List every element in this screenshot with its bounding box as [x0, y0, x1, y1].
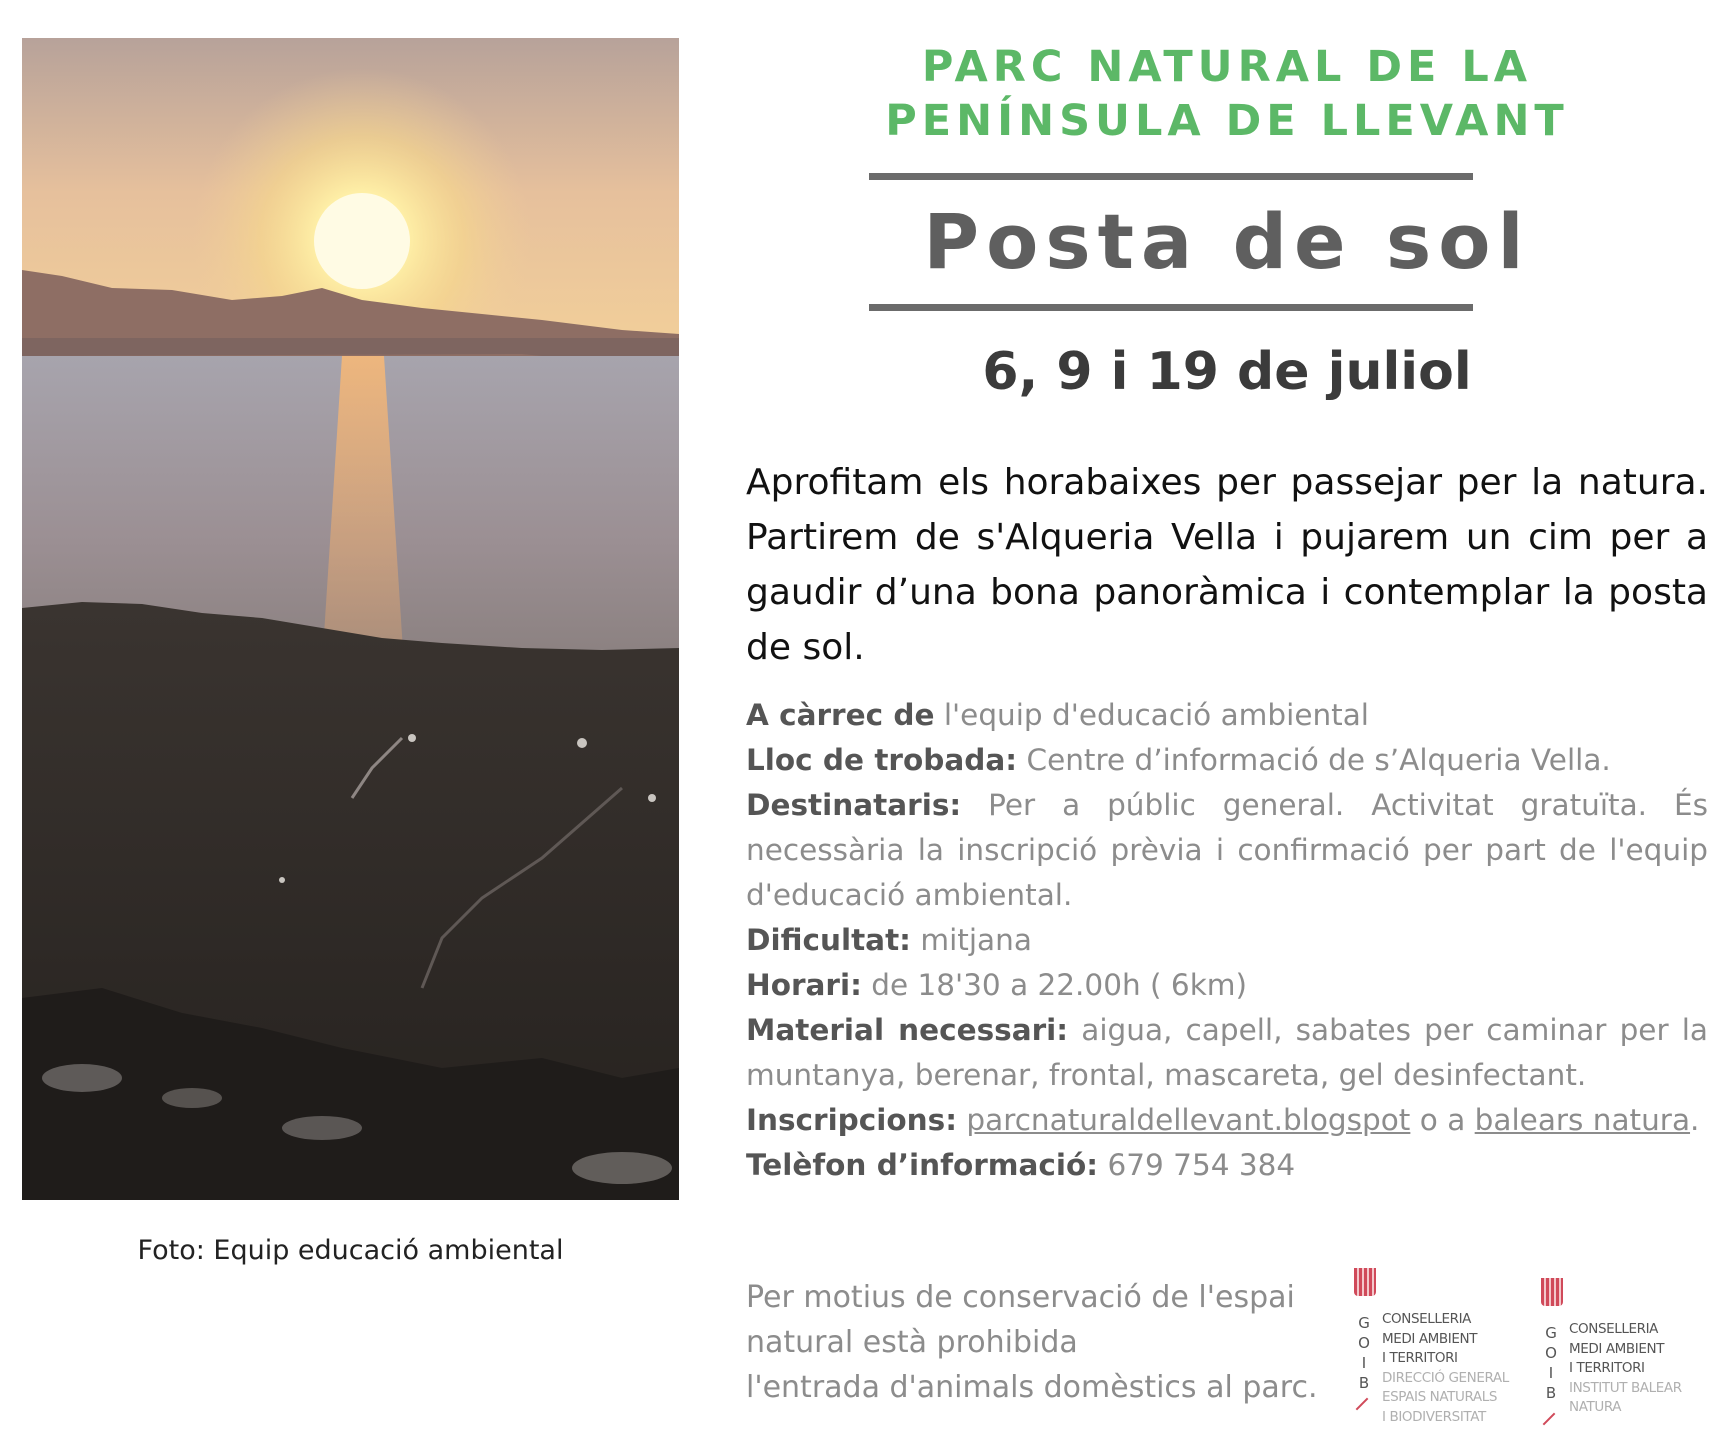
- pets-note-line3: l'entrada d'animals domèstics al parc.: [746, 1370, 1318, 1405]
- sunset-photo-illustration: [22, 38, 679, 1200]
- logo-text: CONSELLERIA MEDI AMBIENT I TERRITORI INSTITUT BALEAR NATURA: [1569, 1321, 1682, 1415]
- detail-horari: [746, 963, 1708, 1008]
- pets-note-line2: natural està prohibida: [746, 1325, 1078, 1360]
- detail-value: Per a públic general. Activitat gratuïta. És necessària la inscripció prèvia i confirmació per part de l'equip d'educació ambiental.: [746, 788, 1708, 912]
- detail-value: aigua, capell, sabates per caminar per la muntanya, berenar, frontal, mascareta, gel desinfectant.: [746, 1013, 1709, 1092]
- goib-letters: G O I B: [1358, 1314, 1370, 1392]
- sunset-photo: [22, 38, 679, 1200]
- detail-value: 679 754 384: [1098, 1148, 1296, 1182]
- detail-value: o a: [1419, 1103, 1466, 1137]
- detail-value: .: [1690, 1103, 1700, 1137]
- detail-lloc: [746, 738, 1708, 783]
- balears-natura-link[interactable]: balears natura: [1474, 1103, 1691, 1137]
- detail-carrec: [746, 693, 1708, 738]
- goib-crest-icon: [1541, 1278, 1563, 1306]
- page-title: Posta de sol: [923, 197, 1531, 286]
- pets-note: [746, 1275, 1346, 1410]
- goib-logo-institut-balear-natura: [1539, 1278, 1719, 1438]
- photo-caption: Foto: Equip educació ambiental: [137, 1235, 564, 1266]
- detail-label: Destinataris:: [746, 788, 962, 822]
- pets-note-line1: Per motius de conservació de l'espai: [746, 1280, 1295, 1315]
- event-intro: Aprofitam els horabaixes per passejar per la natura. Partirem de s'Alqueria Vella i pujarem un cim per a gaudir d’una bona panoràmica i contemplar la posta de sol.: [746, 462, 1708, 668]
- detail-label: Dificultat:: [746, 923, 911, 957]
- goib-logo-espais-naturals: [1352, 1268, 1552, 1428]
- detail-dificultat: [746, 918, 1708, 963]
- park-name: [746, 40, 1708, 148]
- blog-link[interactable]: parcnaturaldellevant.blogspot: [966, 1103, 1411, 1137]
- detail-destinataris: [746, 783, 1708, 918]
- goib-crest-icon: [1354, 1268, 1376, 1296]
- detail-label: Material necessari:: [746, 1013, 1069, 1047]
- event-dates: 6, 9 i 19 de juliol: [982, 342, 1472, 402]
- park-name-line2: PENÍNSULA DE LLEVANT: [885, 96, 1569, 146]
- goib-slash-icon: [1543, 1413, 1556, 1426]
- event-details: [746, 693, 1708, 1188]
- park-name-line1: PARC NATURAL DE LA: [921, 42, 1533, 92]
- detail-label: Horari:: [746, 968, 862, 1002]
- detail-telefon: [746, 1143, 1708, 1188]
- goib-letters: G O I B: [1545, 1324, 1557, 1402]
- detail-inscripcions: [746, 1098, 1708, 1143]
- title-rule-top: [869, 173, 1473, 180]
- logo-text: CONSELLERIA MEDI AMBIENT I TERRITORI DIRECCIÓ GENERAL ESPAIS NATURALS I BIODIVERSITAT: [1382, 1311, 1509, 1425]
- detail-value: l'equip d'educació ambiental: [934, 698, 1370, 732]
- title-rule-bottom: [869, 304, 1473, 311]
- detail-value: mitjana: [910, 923, 1032, 957]
- detail-value: Centre d’informació de s’Alqueria Vella.: [1017, 743, 1611, 777]
- goib-slash-icon: [1356, 1398, 1369, 1411]
- detail-label: A càrrec de: [746, 698, 935, 732]
- detail-label: Lloc de trobada:: [746, 743, 1018, 777]
- detail-label: Telèfon d’informació:: [746, 1148, 1099, 1182]
- detail-label: Inscripcions:: [746, 1103, 958, 1137]
- detail-value: de 18'30 a 22.00h ( 6km): [861, 968, 1248, 1002]
- detail-material: [746, 1008, 1708, 1098]
